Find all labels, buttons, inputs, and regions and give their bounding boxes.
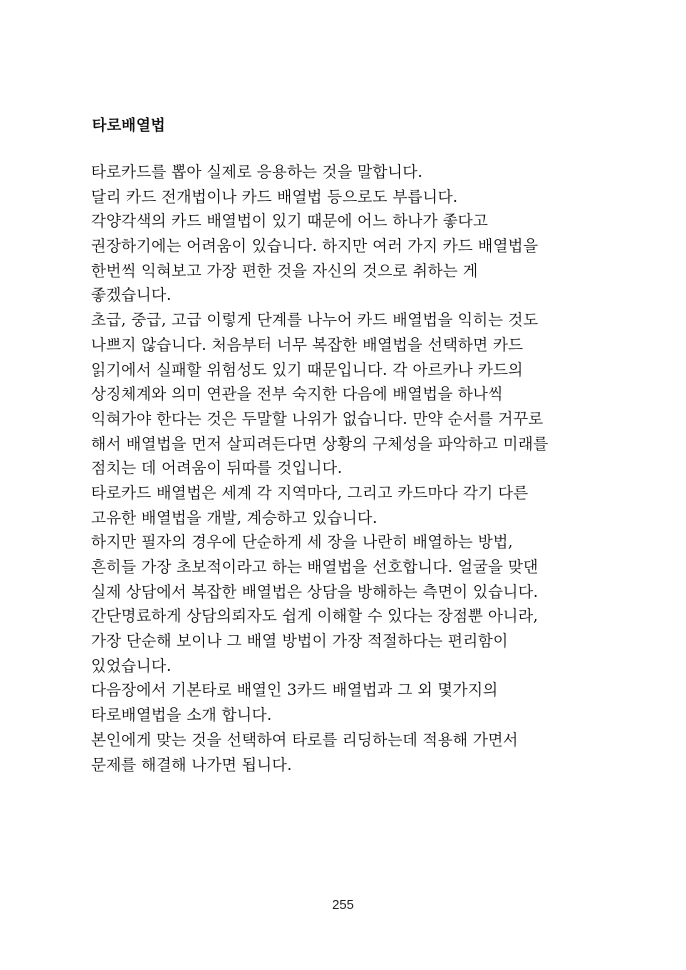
text-line: 각양각색의 카드 배열법이 있기 때문에 어느 하나가 좋다고 <box>91 212 488 231</box>
text-line: 가장 단순해 보이나 그 배열 방법이 가장 적절하다는 편리함이 <box>91 632 509 651</box>
text-line: 하지만 필자의 경우에 단순하게 세 장을 나란히 배열하는 방법, <box>91 533 514 552</box>
text-line: 달리 카드 전개법이나 카드 배열법 등으로도 부릅니다. <box>91 187 458 206</box>
text-line: 해서 배열법을 먼저 살피려든다면 상황의 구체성을 파악하고 미래를 <box>91 434 549 453</box>
text-line: 좋겠습니다. <box>91 286 172 305</box>
text-line: 권장하기에는 어려움이 있습니다. 하지만 여러 가지 카드 배열법을 <box>91 237 539 256</box>
text-line: 다음장에서 기본타로 배열인 3카드 배열법과 그 외 몇가지의 <box>91 681 498 700</box>
text-line: 실제 상담에서 복잡한 배열법은 상담을 방해하는 측면이 있습니다. <box>91 582 539 601</box>
text-line: 고유한 배열법을 개발, 계승하고 있습니다. <box>91 508 378 527</box>
text-line: 문제를 해결해 나가면 됩니다. <box>91 755 292 774</box>
text-line: 읽기에서 실패할 위험성도 있기 때문입니다. 각 아르카나 카드의 <box>91 360 524 379</box>
text-line: 초급, 중급, 고급 이렇게 단계를 나누어 카드 배열법을 익히는 것도 <box>91 311 539 330</box>
text-line: 타로배열법을 소개 합니다. <box>91 706 272 725</box>
text-line: 한번씩 익혀보고 가장 편한 것을 자신의 것으로 취하는 게 <box>91 261 478 280</box>
text-line: 익혀가야 한다는 것은 두말할 나위가 없습니다. 만약 순서를 거꾸로 <box>91 409 544 428</box>
text-line: 흔히들 가장 초보적이라고 하는 배열법을 선호합니다. 얼굴을 맞댄 <box>91 558 539 576</box>
text-line: 있었습니다. <box>91 656 172 675</box>
body-text <box>91 160 596 777</box>
text-line: 간단명료하게 상담의뢰자도 쉽게 이해할 수 있다는 장점뿐 아니라, <box>91 607 539 626</box>
text-line: 타로카드 배열법은 세계 각 지역마다, 그리고 카드마다 각기 다른 <box>91 483 529 502</box>
page-number: 255 <box>332 897 354 912</box>
page-title: 타로배열법 <box>92 116 166 134</box>
text-line: 점치는 데 어려움이 뒤따를 것입니다. <box>91 459 343 478</box>
text-line: 나쁘지 않습니다. 처음부터 너무 복잡한 배열법을 선택하면 카드 <box>91 335 524 354</box>
text-line: 본인에게 맞는 것을 선택하여 타로를 리딩하는데 적용해 가면서 <box>91 730 519 749</box>
text-line: 타로카드를 뽑아 실제로 응용하는 것을 말합니다. <box>91 163 423 181</box>
text-line: 상징체계와 의미 연관을 전부 숙지한 다음에 배열법을 하나씩 <box>91 385 504 404</box>
